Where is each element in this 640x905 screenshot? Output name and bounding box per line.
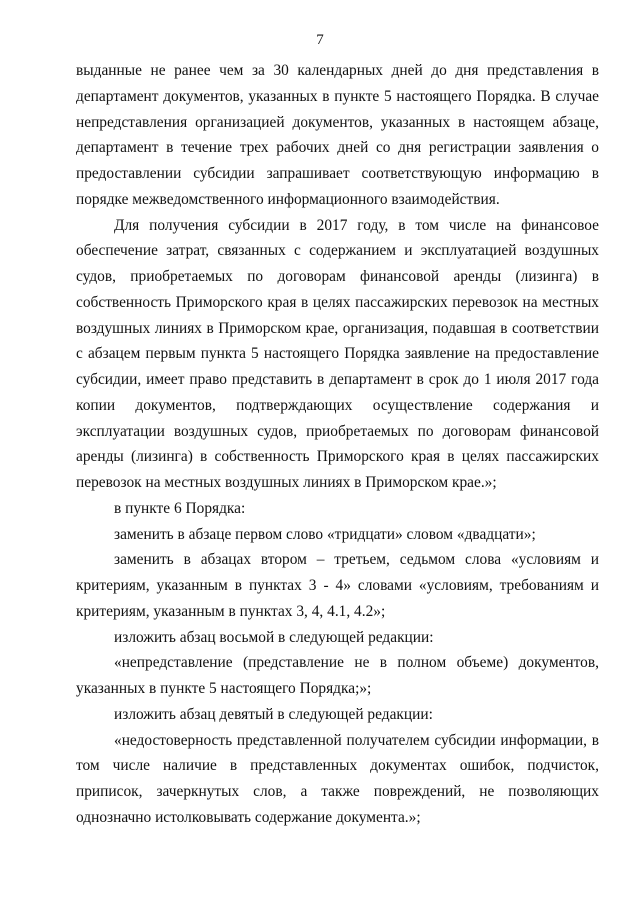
paragraph-subsidy-2017: Для получения субсидии в 2017 году, в том числе на финансовое обеспечение затрат, связанных с содержанием и эксплуатацией воздушных судов, приобретаемых по договорам финансовой аренды (лизинга) в собственность Приморского края в целях пассажирских перевозок на местных воздушных линиях в Приморском крае, организация, подавшая в соответствии с абзацем первым пункта 5 настоящего Порядка заявление на предоставление субсидии, имеет право представить в департамент в срок до 1 июля 2017 года копии документов, подтверждающих осуществление содержания и эксплуатации воздушных судов, приобретаемых по договорам финансовой аренды (лизинга) в собственность Приморского края в целях пассажирских перевозок на местных воздушных линиях в Приморском крае.»;	[76, 216, 599, 491]
paragraph-ninth-text: «недостоверность представленной получателем субсидии информации, в том числе наличие в представленных документах ошибок, подчисток, приписок, зачеркнутых слов, а также повреждений, не позволяющих однозначно истолковывать содержание документа.»;	[76, 731, 599, 826]
page-number: 7	[316, 32, 324, 48]
paragraph-eighth-text: «непредставление (представление не в полном объеме) документов, указанных в пункте 5 настоящего Порядка;»;	[76, 654, 599, 697]
paragraph-eighth-heading: изложить абзац восьмой в следующей редакции:	[114, 628, 434, 646]
paragraph-continuation: выданные не ранее чем за 30 календарных дней до дня представления в департамент документов, указанных в пункте 5 настоящего Порядка. В случае непредставления организацией документов, указанных в настоящем абзаце, департамент в течение трех рабочих дней со дня регистрации заявления о предоставлении субсидии запрашивает соответствующую информацию в порядке межведомственного информационного взаимодействия.	[76, 62, 599, 208]
paragraph-item-6-heading: в пункте 6 Порядка:	[114, 499, 246, 517]
paragraph-replace-first: заменить в абзаце первом слово «тридцати» словом «двадцати»;	[114, 525, 536, 543]
paragraph-ninth-heading: изложить абзац девятый в следующей редакции:	[114, 705, 433, 723]
document-body	[76, 58, 599, 831]
paragraph-replace-second-third: заменить в абзацах втором – третьем, седьмом слова «условиям и критериям, указанным в пунктах 3 - 4» словами «условиям, требованиям и критериям, указанным в пунктах 3, 4, 4.1, 4.2»;	[76, 551, 599, 620]
